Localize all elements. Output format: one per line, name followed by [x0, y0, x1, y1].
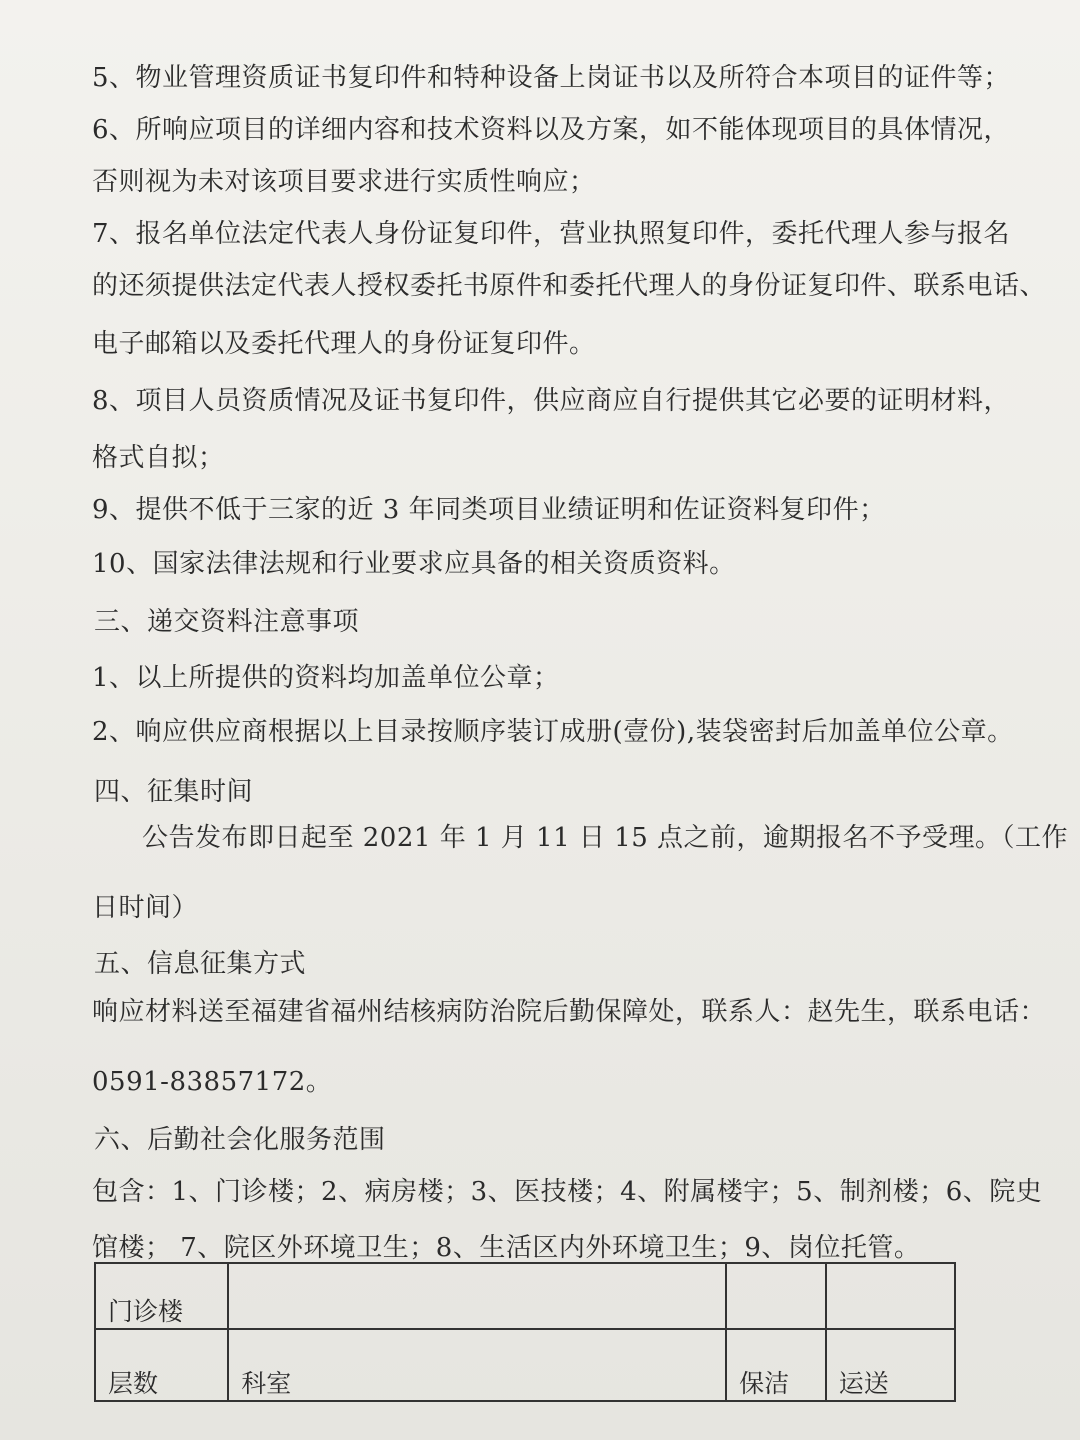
- table-cell: [826, 1263, 955, 1329]
- table-cell: [228, 1263, 726, 1329]
- item-6: 6、所响应项目的详细内容和技术资料以及方案，如不能体现项目的具体情况，: [92, 115, 1011, 145]
- collection-time-cont: 日时间）: [92, 893, 199, 923]
- service-table: [94, 1262, 956, 1402]
- item-7: 7、报名单位法定代表人身份证复印件，营业执照复印件，委托代理人参与报名: [92, 219, 1011, 249]
- item-7-cont-2: 电子邮箱以及委托代理人的身份证复印件。: [92, 329, 596, 359]
- submit-note-1: 1、以上所提供的资料均加盖单位公章；: [92, 663, 560, 693]
- table-cell: 科室: [228, 1329, 726, 1401]
- item-5: 5、物业管理资质证书复印件和特种设备上岗证书以及所符合本项目的证件等；: [92, 63, 1011, 93]
- table-cell: 保洁: [726, 1329, 826, 1401]
- section-3-heading: 三、递交资料注意事项: [94, 607, 360, 637]
- item-8: 8、项目人员资质情况及证书复印件，供应商应自行提供其它必要的证明材料，: [92, 386, 1011, 416]
- table-cell: [726, 1263, 826, 1329]
- service-scope: 包含：1、门诊楼；2、病房楼；3、医技楼；4、附属楼宇；5、制剂楼；6、院史: [92, 1177, 1043, 1207]
- item-10: 10、国家法律法规和行业要求应具备的相关资质资料。: [92, 549, 736, 579]
- contact-info: 响应材料送至福建省福州结核病防治院后勤保障处，联系人：赵先生，联系电话：: [92, 997, 1047, 1027]
- table-cell: 运送: [826, 1329, 955, 1401]
- item-9: 9、提供不低于三家的近 3 年同类项目业绩证明和佐证资料复印件；: [92, 495, 886, 525]
- item-6-cont: 否则视为未对该项目要求进行实质性响应；: [92, 167, 596, 197]
- service-scope-cont: 馆楼； 7、院区外环境卫生；8、生活区内外环境卫生；9、岗位托管。: [92, 1233, 921, 1263]
- section-4-heading: 四、征集时间: [94, 777, 254, 807]
- table-cell: 门诊楼: [95, 1263, 228, 1329]
- item-7-cont-1: 的还须提供法定代表人授权委托书原件和委托代理人的身份证复印件、联系电话、: [92, 271, 1047, 301]
- table-row: [95, 1329, 955, 1401]
- submit-note-2: 2、响应供应商根据以上目录按顺序装订成册(壹份),装袋密封后加盖单位公章。: [92, 717, 1014, 747]
- section-6-heading: 六、后勤社会化服务范围: [94, 1125, 386, 1155]
- table-row: [95, 1263, 955, 1329]
- item-8-cont: 格式自拟；: [92, 443, 225, 473]
- section-5-heading: 五、信息征集方式: [94, 949, 307, 979]
- contact-phone: 0591-83857172。: [92, 1067, 333, 1097]
- table-cell: 层数: [95, 1329, 228, 1401]
- collection-time: 公告发布即日起至 2021 年 1 月 11 日 15 点之前，逾期报名不予受理。（工作: [142, 823, 1068, 853]
